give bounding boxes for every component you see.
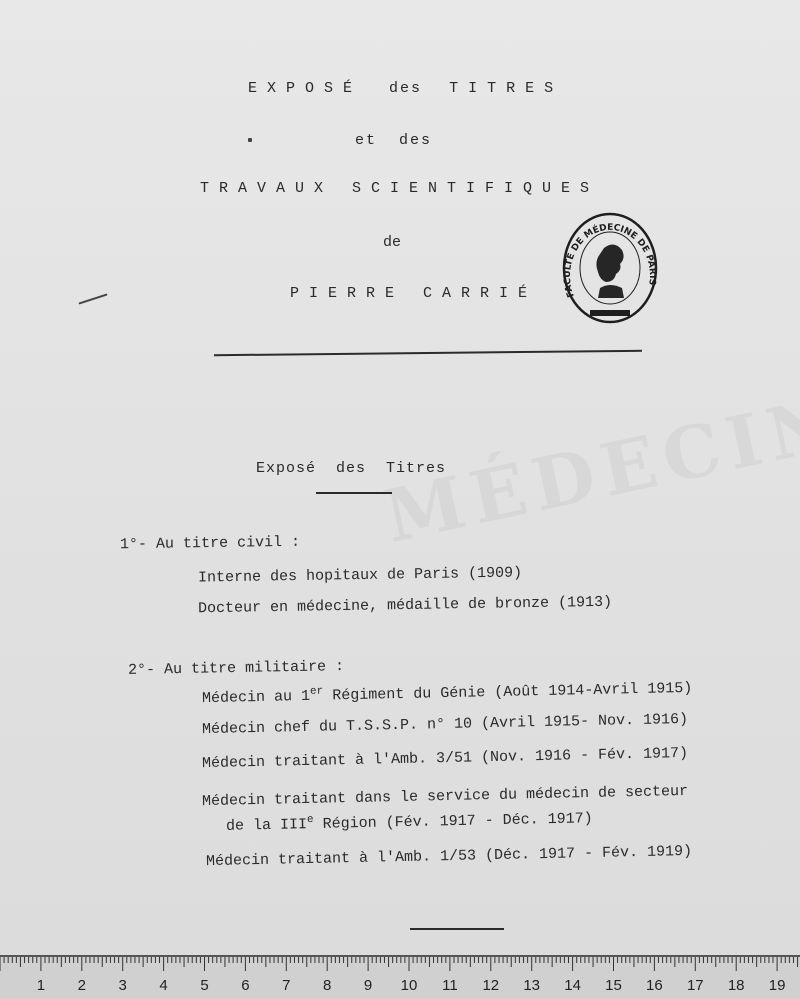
ruler-number: 16 bbox=[646, 977, 663, 994]
civil-item: Docteur en médecine, médaille de bronze (1913) bbox=[197, 593, 613, 618]
stamp-text: FACULTÉ DE MÉDECINE DE PARIS bbox=[562, 222, 658, 299]
superscript: er bbox=[309, 685, 324, 698]
ruler-number: 5 bbox=[200, 977, 209, 994]
measuring-ruler bbox=[0, 955, 800, 999]
title-line-2: et des bbox=[355, 132, 433, 149]
profile-portrait-icon bbox=[596, 244, 624, 298]
ruler-number: 12 bbox=[482, 977, 500, 994]
ruler-number: 17 bbox=[686, 977, 704, 994]
military-item bbox=[202, 678, 693, 707]
title-line-1 bbox=[248, 80, 563, 97]
military-item-text: Régiment du Génie (Août 1914-Avril 1915) bbox=[323, 679, 693, 705]
title-word-expose: EXPOSÉ bbox=[248, 80, 363, 97]
ruler-number: 8 bbox=[323, 977, 332, 994]
title-word-titres: TITRES bbox=[449, 80, 564, 97]
library-stamp bbox=[560, 208, 660, 326]
civil-item: Interne des hopitaux de Paris (1909) bbox=[197, 564, 523, 587]
ruler-number: 1 bbox=[36, 977, 46, 994]
ruler-number: 7 bbox=[282, 977, 291, 994]
ruler-number: 10 bbox=[400, 977, 418, 994]
section-underline bbox=[316, 492, 392, 494]
ruler-number: 13 bbox=[523, 977, 541, 994]
military-item: Médecin chef du T.S.S.P. n° 10 (Avril 1915- Nov. 1916) bbox=[201, 710, 689, 739]
title-line-3: TRAVAUX SCIENTIFIQUES bbox=[200, 180, 600, 197]
military-item-text: de la III bbox=[225, 816, 308, 835]
ruler-number: 2 bbox=[77, 977, 86, 994]
title-word-des: des bbox=[389, 80, 423, 97]
ruler-number: 19 bbox=[768, 977, 786, 994]
ink-speck bbox=[248, 138, 252, 142]
military-item: Médecin traitant à l'Amb. 1/53 (Déc. 1917 - Fév. 1919) bbox=[205, 842, 693, 871]
ruler-number: 9 bbox=[363, 977, 373, 994]
closing-rule bbox=[410, 928, 504, 930]
military-item-continued bbox=[226, 808, 593, 835]
ruler-number: 4 bbox=[159, 977, 168, 994]
ink-speck bbox=[78, 293, 107, 304]
ruler-number: 6 bbox=[241, 977, 250, 994]
ruler-number: 14 bbox=[564, 977, 581, 994]
title-line-4: de bbox=[383, 234, 402, 251]
military-item: Médecin traitant dans le service du médecin de secteur bbox=[201, 782, 689, 811]
superscript: e bbox=[306, 814, 314, 827]
author-name: PIERRE CARRIÉ bbox=[290, 285, 538, 302]
ruler-number: 3 bbox=[118, 977, 127, 994]
military-item-text: Région (Fév. 1917 - Déc. 1917) bbox=[313, 810, 593, 834]
civil-heading: 1°- Au titre civil : bbox=[119, 533, 301, 554]
ruler-number: 18 bbox=[727, 977, 745, 994]
title-underline bbox=[214, 350, 642, 356]
ruler-number: 15 bbox=[605, 977, 622, 994]
military-heading: 2°- Au titre militaire : bbox=[127, 658, 345, 679]
military-item: Médecin traitant à l'Amb. 3/51 (Nov. 1916 - Fév. 1917) bbox=[201, 744, 689, 773]
ruler-number: 11 bbox=[442, 977, 458, 994]
military-item-text: Médecin au 1 bbox=[201, 687, 311, 708]
section-title: Exposé des Titres bbox=[256, 460, 447, 477]
